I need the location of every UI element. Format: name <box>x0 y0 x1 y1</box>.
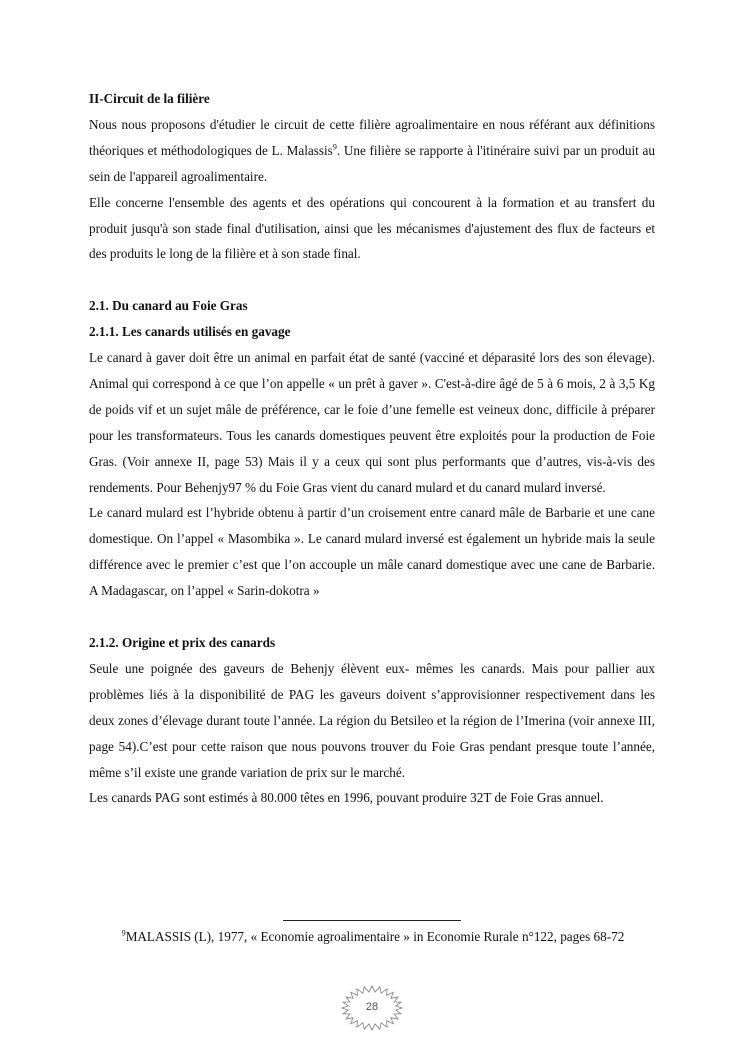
intro-paragraph-2: Elle concerne l'ensemble des agents et des opérations qui concourent à la formation et au transfert du produit jusqu'à son stade final d'utilisation, ainsi que les mécanismes d'ajustement des flux de facteurs et des produits le long de la filière et à son stade final. <box>89 194 655 262</box>
footnote-separator <box>283 920 461 921</box>
intro-text-after-ref: . Une filière se rapporte à l'itinéraire suivi par un produit au sein de l'appareil agroalimentaire. <box>89 142 656 184</box>
intro-paragraph-1 <box>89 112 655 190</box>
footnote-ref[interactable]: 9 <box>332 142 337 152</box>
page-number-badge <box>340 985 404 1031</box>
heading-2-1-1: 2.1.1. Les canards utilisés en gavage <box>89 324 291 340</box>
paragraph-2-1-2-a: Seule une poignée des gaveurs de Behenjy élèvent eux- mêmes les canards. Mais pour pallier aux problèmes liés à la disponibilité de PAG les gaveurs doivent s’approvisionner respectivement dans les deux zones d’élevage durant toute l’année. La région du Betsileo et la région de l’Imerina (voir annexe III, page 54).C’est pour cette raison que nous pouvons trouver du Foie Gras pendant presque toute l’année, même s’il existe une grande variation de prix sur le marché. <box>89 660 655 780</box>
section-title: II-Circuit de la filière <box>89 91 210 106</box>
paragraph-2-1-1-b: Le canard mulard est l’hybride obtenu à partir d’un croisement entre canard mâle de Barbarie et une cane domestique. On l’appel « Masombika ». Le canard mulard inversé est également un hybride mais la seule différence avec le premier c’est que l’on accouple un mâle canard domestique avec une cane de Barbarie. A Madagascar, on l’appel « Sarin-dokotra » <box>89 505 655 599</box>
heading-2-1-2: 2.1.2. Origine et prix des canards <box>89 635 276 650</box>
footnote-number: 9 <box>121 928 126 938</box>
paragraph-2-1-2-b: Les canards PAG sont estimés à 80.000 têtes en 1996, pouvant produire 32T de Foie Gras annuel. <box>89 790 604 806</box>
footnote <box>93 928 653 946</box>
paragraph-2-1-1-a: Le canard à gaver doit être un animal en parfait état de santé (vacciné et déparasité lors des son élevage). Animal qui correspond à ce que l’on appelle « un prêt à gaver ». C'est-à-dire âgé de 5 à 6 mois, 2 à 3,5 Kg de poids vif et un sujet mâle de préférence, car le foie d’une femelle est veineux donc, difficile à préparer pour les transformateurs. Tous les canards domestiques peuvent être exploités pour la production de Foie Gras. (Voir annexe II, page 53) Mais il y a ceux qui sont plus performants que d’autres, vis-à-vis des rendements. Pour Behenjy97 % du Foie Gras vient du canard mulard et du canard mulard inversé. <box>89 350 655 495</box>
section-spacer <box>89 604 655 630</box>
footnote-text: MALASSIS (L), 1977, « Economie agroalimentaire » in Economie Rurale n°122, pages 68-72 <box>125 929 625 944</box>
section-spacer <box>89 267 655 293</box>
intro-text-before-ref: Nous nous proposons d'étudier le circuit de cette filière agroalimentaire en nous référant aux définitions théoriques et méthodologiques de L. Malassis <box>89 116 655 158</box>
heading-2-1: 2.1. Du canard au Foie Gras <box>89 298 248 314</box>
page-content <box>89 86 655 811</box>
page-number: 28 <box>365 1001 379 1013</box>
